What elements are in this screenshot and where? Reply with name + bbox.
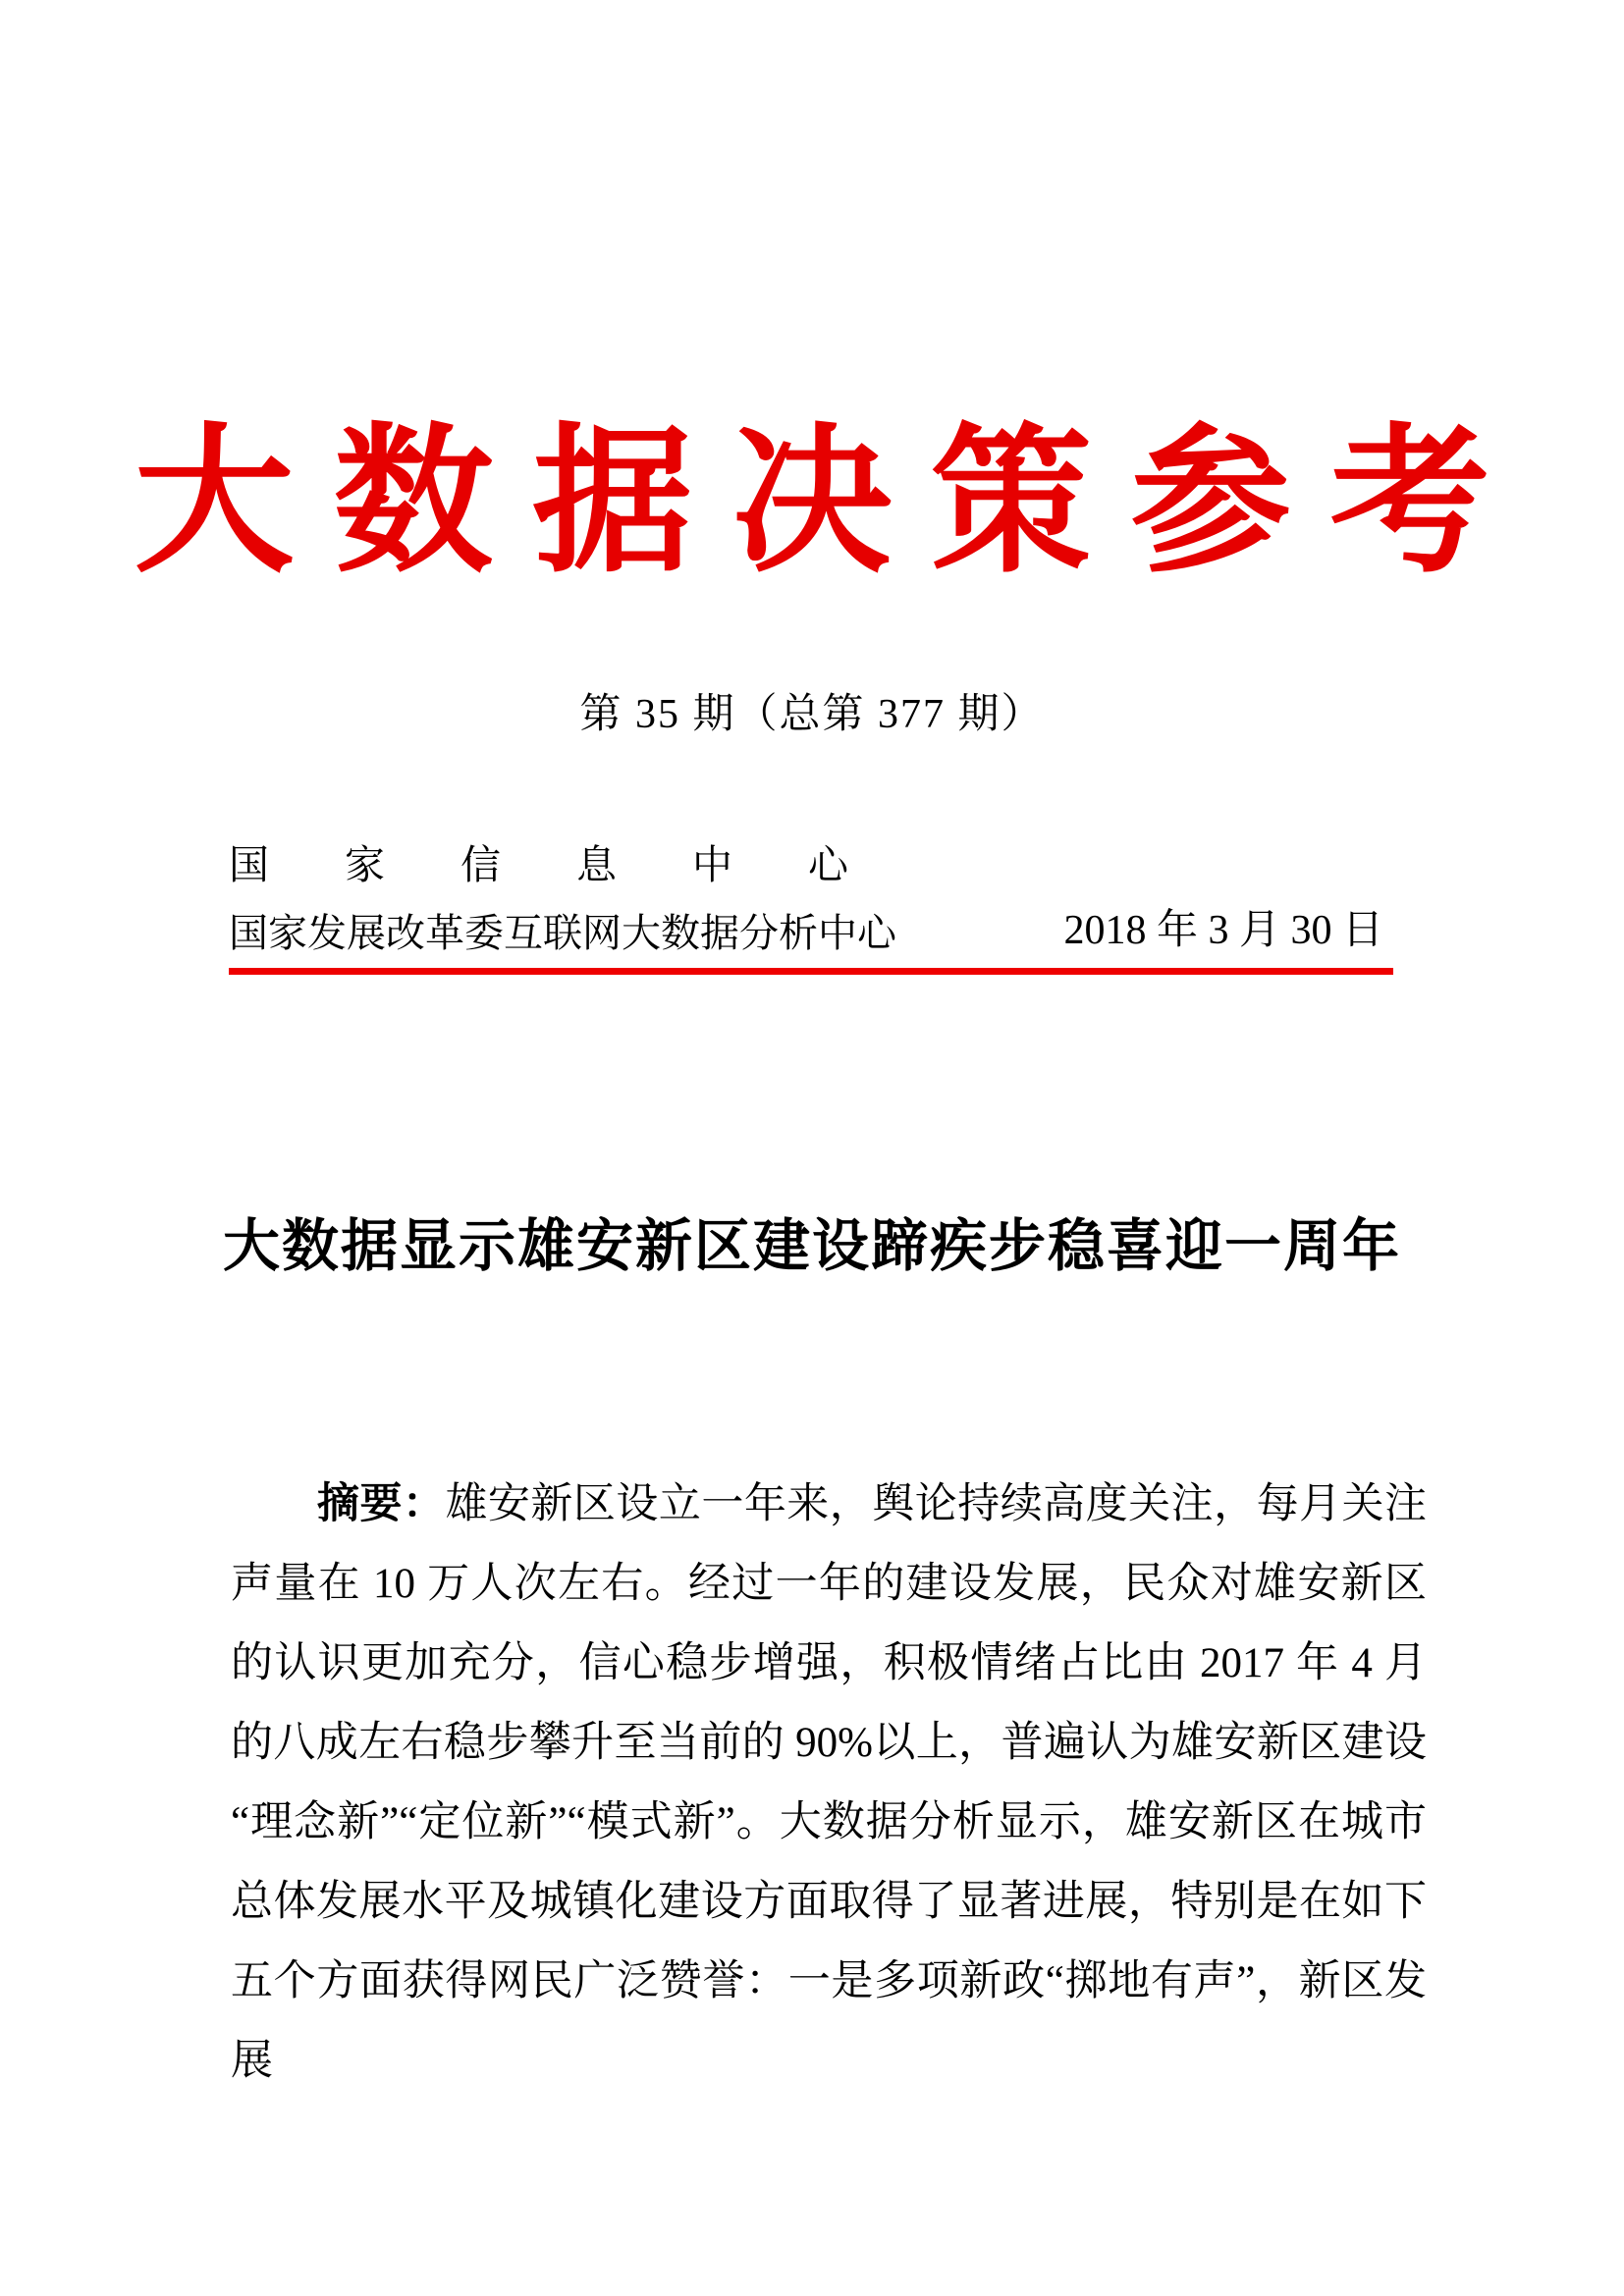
- publisher-name-primary: 国 家 信 息 中 心: [229, 842, 866, 887]
- abstract-paragraph: [231, 1465, 1427, 2101]
- publisher-name-secondary: 国家发展改革委互联网大数据分析中心: [229, 911, 896, 955]
- publisher-header: [229, 832, 1393, 975]
- issue-date: 2018 年 3 月 30 日: [1063, 908, 1383, 953]
- abstract-text: 雄安新区设立一年来，舆论持续高度关注，每月关注声量在 10 万人次左右。经过一年的建设发展，民众对雄安新区的认识更加充分，信心稳步增强，积极情绪占比由 2017 年 4 月的八成左右稳步攀升至当前的 90%以上，普遍认为雄安新区建设“理念新”“定位新”“模式新”。大数据分析显示，雄安新区在城市总体发展水平及城镇化建设方面取得了显著进展，特别是在如下五个方面获得网民广泛赞誉：一是多项新政“掷地有声”，新区发展: [231, 1481, 1428, 2084]
- publisher-names: [229, 832, 896, 958]
- masthead-title: 大数据决策参考: [134, 415, 1530, 592]
- abstract-label: 摘要：: [317, 1481, 446, 1527]
- article-title: 大数据显示雄安新区建设蹄疾步稳喜迎一周年: [222, 1214, 1401, 1278]
- issue-number-line: 第 35 期（总第 377 期）: [579, 692, 1045, 737]
